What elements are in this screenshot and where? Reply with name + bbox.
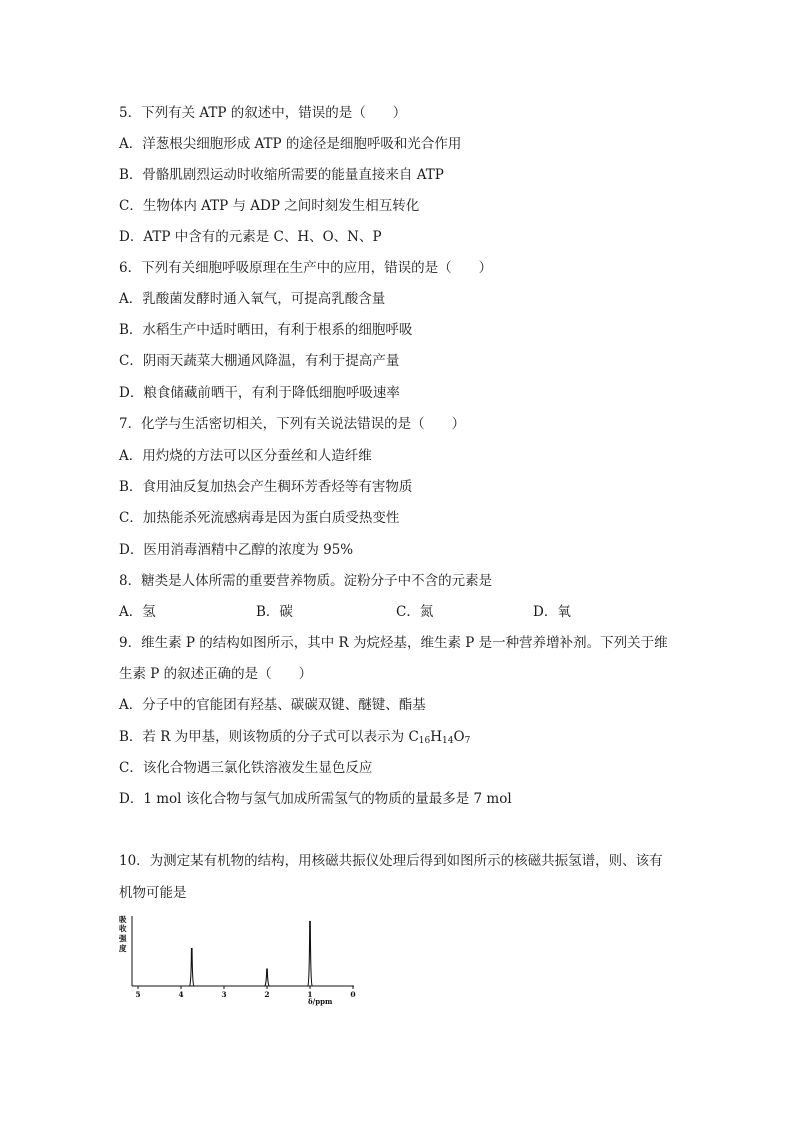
- question-5-stem: 5．下列有关 ATP 的叙述中，错误的是（ ）: [119, 105, 407, 121]
- nmr-peak: [265, 969, 269, 986]
- question-6-stem: 6．下列有关细胞呼吸原理在生产中的应用，错误的是（ ）: [119, 260, 493, 276]
- question-7-option-d: D．医用消毒酒精中乙醇的浓度为 95%: [119, 542, 354, 558]
- x-tick-label: 4: [178, 990, 184, 999]
- question-10-stem-line-1: 10．为测定某有机物的结构，用核磁共振仪处理后得到如图所示的核磁共振氢谱，则、该有: [119, 853, 663, 869]
- question-6-option-d: D．粮食储藏前晒干，有利于降低细胞呼吸速率: [119, 385, 400, 401]
- question-10-stem-line-2: 机物可能是: [119, 885, 187, 901]
- question-9-option-c: C．该化合物遇三氯化铁溶液发生显色反应: [119, 760, 373, 776]
- question-7-stem: 7．化学与生活密切相关，下列有关说法错误的是（ ）: [119, 416, 466, 432]
- y-axis-label: [118, 915, 127, 953]
- question-7-option-a: A．用灼烧的方法可以区分蚕丝和人造纤维: [119, 448, 372, 464]
- question-5-option-a: A．洋葱根尖细胞形成 ATP 的途径是细胞呼吸和光合作用: [119, 136, 462, 152]
- nmr-spectrum-chart: [118, 914, 358, 1009]
- y-axis-label-char: 强: [119, 934, 127, 943]
- question-9-stem-line-2: 生素 P 的叙述正确的是（ ）: [119, 666, 313, 682]
- question-9-option-b: B．若 R 为甲基，则该物质的分子式可以表示为 $C_{16}H_{14}O_7$: [119, 729, 471, 746]
- question-8-option-d: D．氧: [533, 604, 571, 620]
- y-axis-label-char: 度: [119, 944, 127, 953]
- question-6-option-c: C．阴雨天蔬菜大棚通风降温，有利于提高产量: [119, 353, 400, 369]
- question-9-option-d: D．1 mol 该化合物与氢气加成所需氢气的物质的量最多是 7 mol: [119, 791, 512, 807]
- x-tick-label: 5: [135, 990, 141, 999]
- question-6-option-a: A．乳酸菌发酵时通入氧气，可提高乳酸含量: [119, 291, 386, 307]
- y-axis-label-char: 吸: [119, 915, 127, 924]
- y-axis-label-char: 收: [119, 924, 127, 933]
- nmr-peak: [190, 949, 194, 986]
- question-8-option-a: A．氢: [119, 604, 156, 620]
- question-9-option-a: A．分子中的官能团有羟基、碳碳双键、醚键、酯基: [119, 697, 426, 713]
- question-9-stem-line-1: 9．维生素 P 的结构如图所示，其中 R 为烷烃基，维生素 P 是一种营养增补剂。下列关于维: [119, 635, 668, 651]
- x-tick-label: 3: [221, 990, 227, 999]
- x-tick-label: 2: [264, 990, 270, 999]
- question-7-option-c: C．加热能杀死流感病毒是因为蛋白质受热变性: [119, 510, 400, 526]
- question-8-option-c: C．氮: [396, 604, 434, 620]
- question-5-option-b: B．骨骼肌剧烈运动时收缩所需要的能量直接来自 ATP: [119, 167, 444, 183]
- question-8-stem: 8．糖类是人体所需的重要营养物质。淀粉分子中不含的元素是: [119, 573, 493, 589]
- question-6-option-b: B．水稻生产中适时晒田，有利于根系的细胞呼吸: [119, 322, 413, 338]
- question-8-option-b: B．碳: [256, 604, 293, 620]
- nmr-peak: [308, 921, 312, 986]
- x-axis-label: δ/ppm: [308, 997, 333, 1006]
- x-tick-label: 1: [307, 990, 313, 999]
- question-5-option-c: C．生物体内 ATP 与 ADP 之间时刻发生相互转化: [119, 198, 420, 214]
- question-7-option-b: B．食用油反复加热会产生稠环芳香烃等有害物质: [119, 479, 413, 495]
- x-tick-label: 0: [350, 990, 356, 999]
- question-5-option-d: D．ATP 中含有的元素是 C、H、O、N、P: [119, 229, 382, 245]
- peaks-layer: [190, 921, 313, 986]
